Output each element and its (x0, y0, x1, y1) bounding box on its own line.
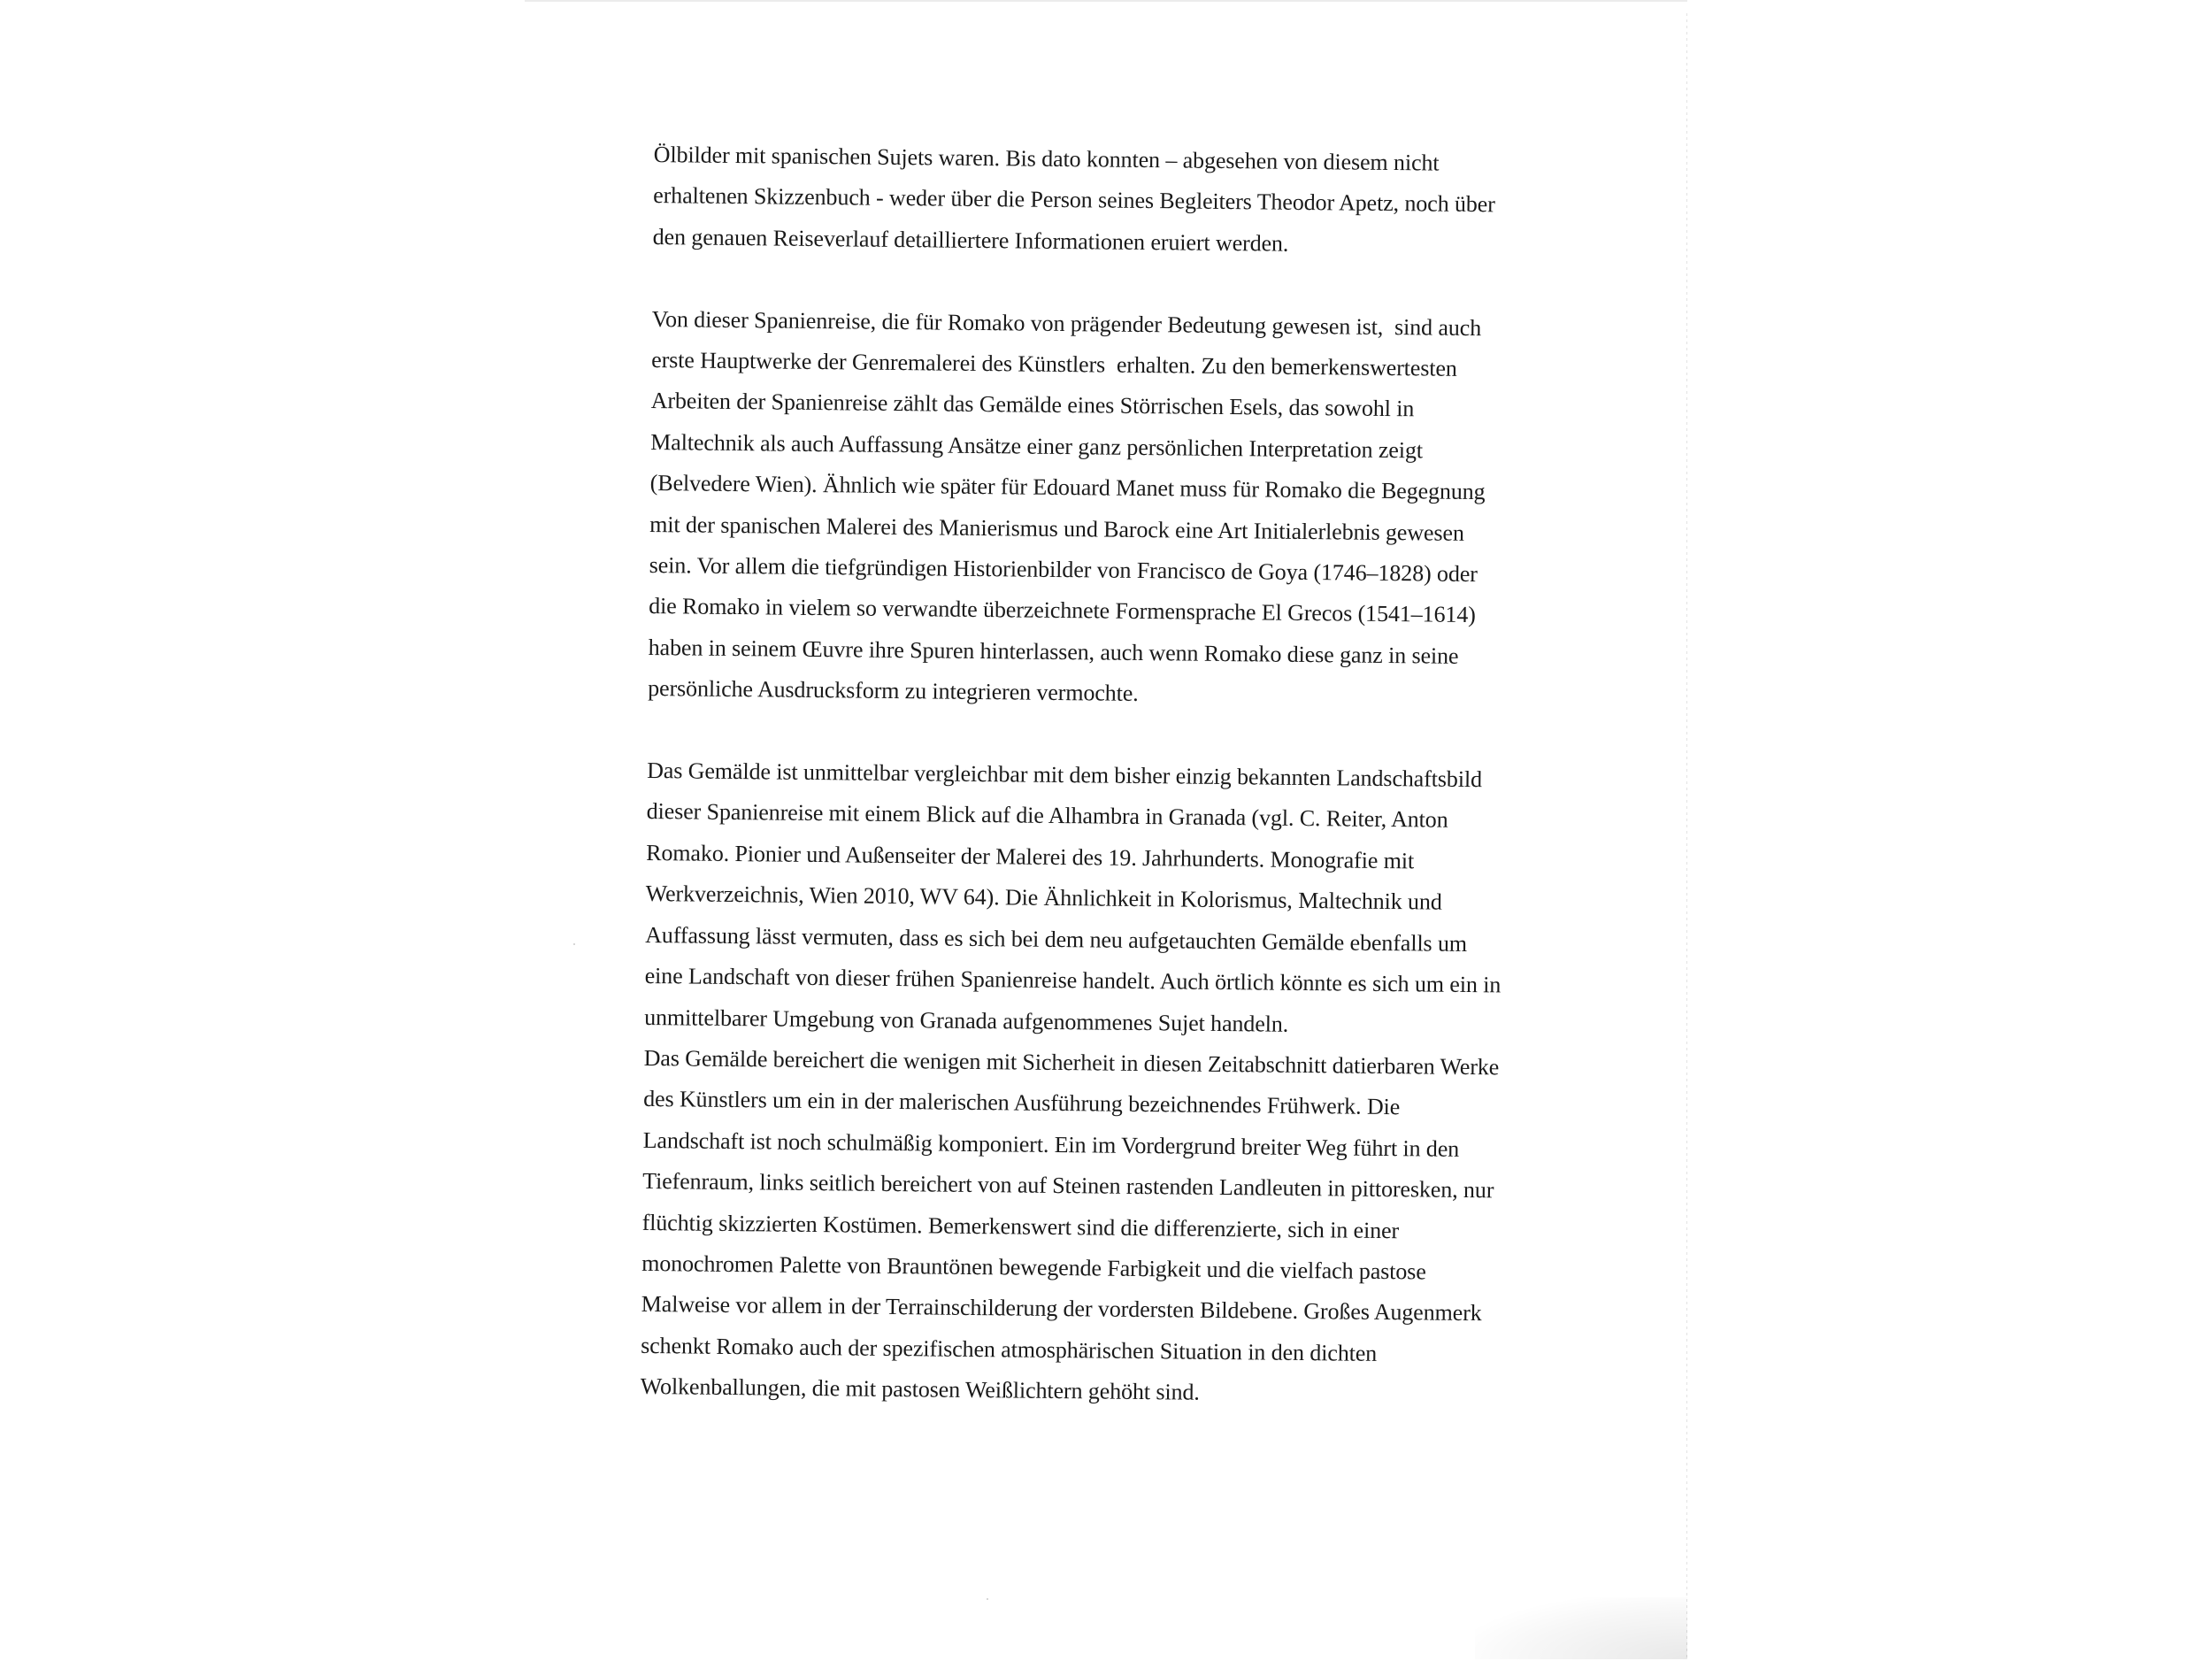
text-line: dieser Spanienreise mit einem Blick auf die Alhambra in Granada (vgl. C. Reiter, Anton (646, 798, 1448, 834)
text-line: sein. Vor allem die tiefgründigen Historienbilder von Francisco de Goya (1746–1828) oder (649, 552, 1478, 588)
text-line: (Belvedere Wien). Ähnlich wie später für Edouard Manet muss für Romako die Begegnung (649, 470, 1486, 505)
text-line: Romako. Pionier und Außenseiter der Malerei des 19. Jahrhunderts. Monografie mit (646, 839, 1415, 874)
paragraph-4 (640, 1038, 1500, 1417)
scan-speck (987, 1598, 988, 1600)
scan-speck (573, 943, 575, 945)
text-line: erste Hauptwerke der Genremalerei des Künstlers erhalten. Zu den bemerkenswertesten (651, 347, 1457, 381)
text-line: monochromen Palette von Brauntönen bewegende Farbigkeit und die vielfach pastose (641, 1250, 1426, 1285)
scanned-page (525, 0, 1687, 1659)
paragraph-3 (644, 750, 1503, 1047)
text-line: Werkverzeichnis, Wien 2010, WV 64). Die Ähnlichkeit in Kolorismus, Maltechnik und (645, 880, 1442, 915)
page-edge-line (1686, 13, 1687, 1661)
text-line: Auffassung lässt vermuten, dass es sich bei dem neu aufgetauchten Gemälde ebenfalls um (645, 921, 1468, 957)
text-line: den genauen Reiseverlauf detailliertere Informationen eruiert werden. (652, 223, 1289, 257)
text-line: persönliche Ausdrucksform zu integrieren vermochte. (648, 675, 1139, 707)
text-line: des Künstlers um ein in der malerischen Ausführung bezeichnendes Frühwerk. Die (643, 1086, 1401, 1120)
text-line: unmittelbarer Umgebung von Granada aufgenommenes Sujet handeln. (644, 1004, 1289, 1037)
text-line: schenkt Romako auch der spezifischen atmosphärischen Situation in den dichten (641, 1332, 1378, 1366)
text-line: Maltechnik als auch Auffassung Ansätze einer ganz persönlichen Interpretation zeigt (650, 428, 1424, 464)
text-line: eine Landschaft von dieser frühen Spanienreise handelt. Auch örtlich könnte es sich um ein in (644, 963, 1502, 998)
text-line: Arbeiten der Spanienreise zählt das Gemälde eines Störrischen Esels, das sowohl in (650, 388, 1415, 422)
text-line: Von dieser Spanienreise, die für Romako von prägender Bedeutung gewesen ist, sind auch (651, 305, 1482, 341)
text-line: Das Gemälde bereichert die wenigen mit Sicherheit in diesen Zeitabschnitt datierbaren Werke (643, 1044, 1500, 1080)
text-line: Wolkenballungen, die mit pastosen Weißlichtern gehöht sind. (640, 1373, 1200, 1405)
text-line: erhaltenen Skizzenbuch - weder über die Person seines Begleiters Theodor Apetz, noch über (653, 182, 1495, 218)
text-line: Tiefenraum, links seitlich bereichert von auf Steinen rastenden Landleuten in pittoresken, nur (642, 1168, 1494, 1203)
scan-corner-shadow (1475, 1597, 1687, 1659)
text-line: Landschaft ist noch schulmäßig komponiert. Ein im Vordergrund breiter Weg führt in den (642, 1127, 1460, 1162)
text-line: Malweise vor allem in der Terrainschilderung der vordersten Bildebene. Großes Augenmerk (641, 1291, 1482, 1326)
text-line: haben in seinem Œuvre ihre Spuren hinterlassen, auch wenn Romako diese ganz in seine (648, 634, 1459, 669)
paragraph-2 (648, 299, 1509, 719)
text-line: flüchtig skizzierten Kostümen. Bemerkenswert sind die differenzierte, sich in einer (641, 1209, 1400, 1243)
text-line: Ölbilder mit spanischen Sujets waren. Bis dato konnten – abgesehen von diesem nicht (653, 141, 1440, 176)
text-line: die Romako in vielem so verwandte überzeichnete Formensprache El Grecos (1541–1614) (649, 593, 1476, 628)
document-body (640, 135, 1509, 1417)
text-line: Das Gemälde ist unmittelbar vergleichbar mit dem bisher einzig bekannten Landschaftsbild (647, 757, 1483, 793)
paragraph-1 (652, 135, 1509, 267)
text-line: mit der spanischen Malerei des Manierismus und Barock eine Art Initialerlebnis gewesen (649, 511, 1464, 546)
